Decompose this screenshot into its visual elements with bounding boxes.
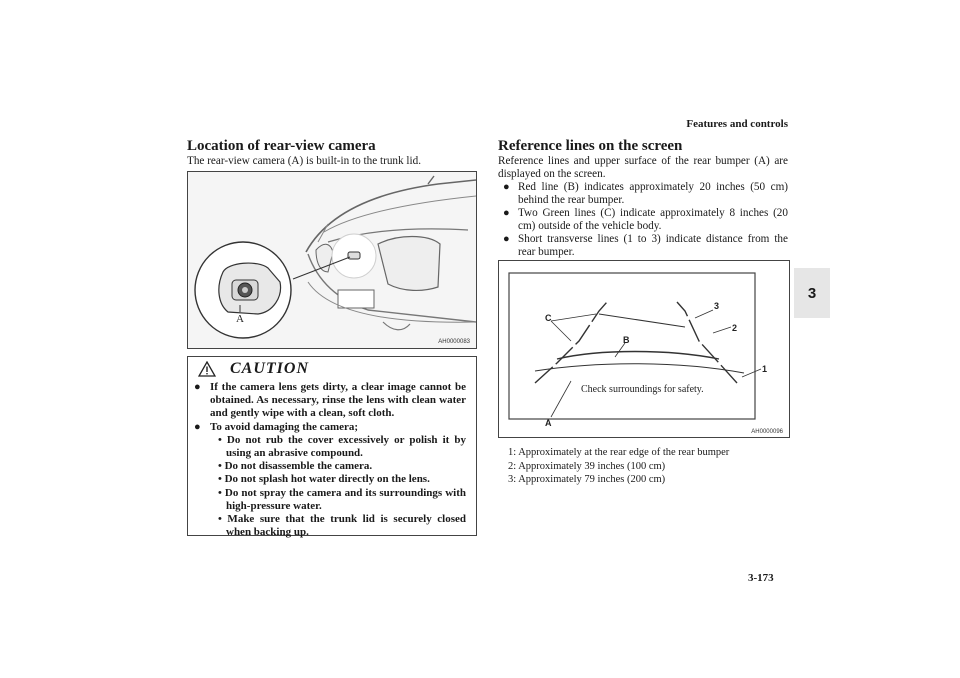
distance-notes — [508, 446, 788, 487]
caution-text: • Do not disassemble the camera. — [218, 460, 373, 473]
distance-note: 1: Approximately at the rear edge of the rear bumper — [508, 447, 730, 458]
reference-lines-list — [498, 181, 788, 259]
caution-bullet — [188, 381, 466, 421]
reference-lines-diagram — [499, 261, 789, 437]
reference-line-item — [498, 233, 788, 259]
caution-text: • Do not spray the camera and its surroundings with high-pressure water. — [218, 486, 466, 512]
bullet-icon: ● — [194, 420, 201, 433]
caution-text: • Do not splash hot water directly on the lens. — [218, 473, 430, 486]
caution-bullet — [188, 421, 466, 434]
reference-line-text: Red line (B) indicates approximately 20 inches (50 cm) behind the rear bumper. — [518, 181, 788, 206]
caution-sub-item — [188, 487, 466, 513]
bullet-icon: ● — [194, 381, 201, 393]
reference-lines-figure — [498, 260, 790, 438]
label-3: 3 — [714, 301, 720, 311]
screen-safety-message: Check surroundings for safety. — [581, 384, 704, 395]
left-intro: The rear-view camera (A) is built-in to the trunk lid. — [187, 155, 422, 167]
reference-line-item — [498, 181, 788, 207]
reference-line-item — [498, 207, 788, 233]
bullet-icon: ● — [503, 207, 510, 219]
figure-code-left: AH0000083 — [438, 339, 470, 345]
bullet-icon: ● — [503, 233, 510, 245]
right-intro: Reference lines and upper surface of the rear bumper (A) are displayed on the screen. — [498, 155, 788, 180]
chapter-tab: 3 — [794, 268, 830, 318]
page-number: 3-173 — [748, 572, 774, 584]
camera-label-a: A — [236, 313, 244, 325]
caution-title: CAUTION — [230, 360, 310, 377]
label-b: B — [623, 335, 630, 345]
distance-note: 2: Approximately 39 inches (100 cm) — [508, 460, 666, 472]
monitor-screen — [509, 273, 755, 419]
label-c: C — [545, 313, 552, 323]
caution-text: • Do not rub the cover excessively or polish it by using an abrasive compound. — [218, 433, 466, 460]
caution-sub-item — [188, 473, 466, 486]
caution-text: If the camera lens gets dirty, a clear image cannot be obtained. As necessary, rinse the lens with clean water and gently wipe with a clean, soft cloth. — [210, 381, 466, 420]
warning-triangle-icon — [198, 361, 216, 377]
left-heading: Location of rear-view camera — [187, 138, 376, 154]
caution-sub-item — [188, 434, 466, 460]
car-rear-illustration — [188, 172, 476, 348]
distance-note: 3: Approximately 79 inches (200 cm) — [508, 474, 666, 485]
figure-code-right: AH0000096 — [751, 429, 783, 435]
reference-line-text: Two Green lines (C) indicate approximately 8 inches (20 cm) outside of the vehicle body. — [518, 207, 788, 232]
caution-text: • Make sure that the trunk lid is securely closed when backing up. — [218, 513, 466, 539]
caution-sub-item — [188, 460, 466, 473]
caution-text: To avoid damaging the camera; — [210, 420, 359, 433]
reference-line-text: Short transverse lines (1 to 3) indicate distance from the rear bumper. — [518, 233, 788, 258]
label-2: 2 — [732, 323, 738, 333]
label-a: A — [545, 418, 552, 428]
caution-box — [187, 356, 477, 539]
caution-sub-item — [188, 513, 466, 539]
bullet-icon: ● — [503, 181, 510, 193]
caution-list — [188, 381, 466, 539]
label-1: 1 — [762, 364, 768, 374]
camera-location-figure — [187, 171, 477, 349]
running-header: Features and controls — [686, 118, 788, 130]
right-heading: Reference lines on the screen — [498, 138, 683, 154]
